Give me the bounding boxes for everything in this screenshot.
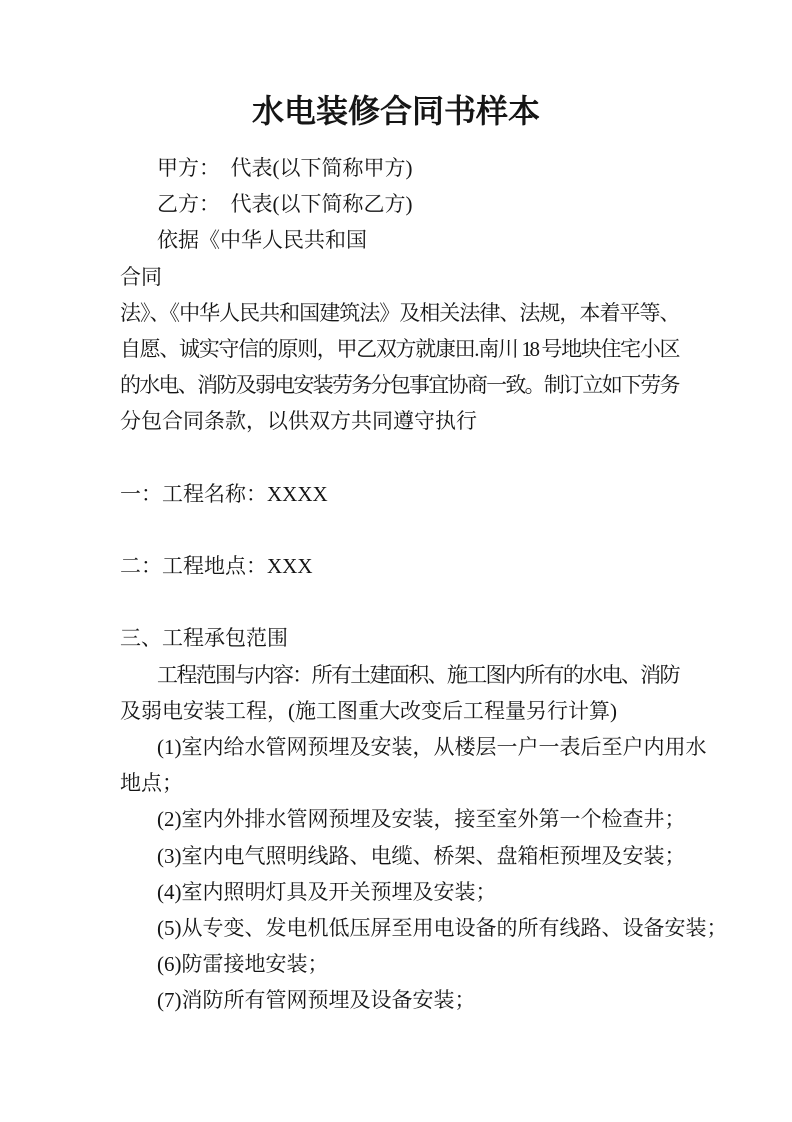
text-line: 甲方： 代表(以下简称甲方) bbox=[157, 156, 413, 180]
text-line: (3)室内电气照明线路、电缆、桥架、盘箱柜预埋及安装； bbox=[157, 843, 686, 868]
text-line: 乙方： 代表(以下简称乙方) bbox=[157, 192, 413, 217]
blank-line bbox=[120, 584, 678, 620]
text-line: (7)消防所有管网预埋及设备安装； bbox=[157, 988, 476, 1013]
text-line: (5)从专变、发电机低压屏至用电设备的所有线路、设备安装； bbox=[157, 915, 728, 940]
text-line: (4)室内照明灯具及开关预埋及安装； bbox=[157, 879, 497, 904]
document-title: 水电装修合同书样本 bbox=[251, 93, 540, 129]
text-line: 的水电、消防及弱电安装劳务分包事宜协商一致。制订立如下劳务 bbox=[120, 373, 678, 398]
text-line: 合同 bbox=[120, 264, 162, 289]
blank-line bbox=[120, 512, 678, 548]
text-line: (2)室内外排水管网预埋及安装，接至室外第一个检查井； bbox=[157, 807, 686, 832]
text-line: (6)防雷接地安装； bbox=[157, 952, 329, 977]
document-body bbox=[120, 150, 728, 1019]
text-line: 法》、《中华人民共和国建筑法》及相关法律、法规，本着平等、 bbox=[120, 300, 678, 325]
text-line: 一：工程名称：XXXX bbox=[120, 481, 328, 506]
text-line: 自愿、诚实守信的原则，甲乙双方就康田.南川 18 号地块住宅小区 bbox=[120, 336, 678, 361]
blank-line bbox=[120, 440, 678, 476]
text-line: 依据《中华人民共和国 bbox=[157, 228, 367, 253]
text-line: 地点； bbox=[120, 771, 183, 796]
text-line: 三、工程承包范围 bbox=[120, 626, 288, 651]
text-line: 工程范围与内容：所有土建面积、施工图内所有的水电、消防 bbox=[157, 662, 678, 687]
text-line: (1)室内给水管网预埋及安装，从楼层一户一表后至户内用水 bbox=[157, 735, 707, 759]
text-line: 分包合同条款，以供双方共同遵守执行 bbox=[120, 409, 477, 434]
text-line: 及弱电安装工程，(施工图重大改变后工程量另行计算) bbox=[120, 698, 617, 723]
text-line: 二：工程地点：XXX bbox=[120, 554, 313, 579]
